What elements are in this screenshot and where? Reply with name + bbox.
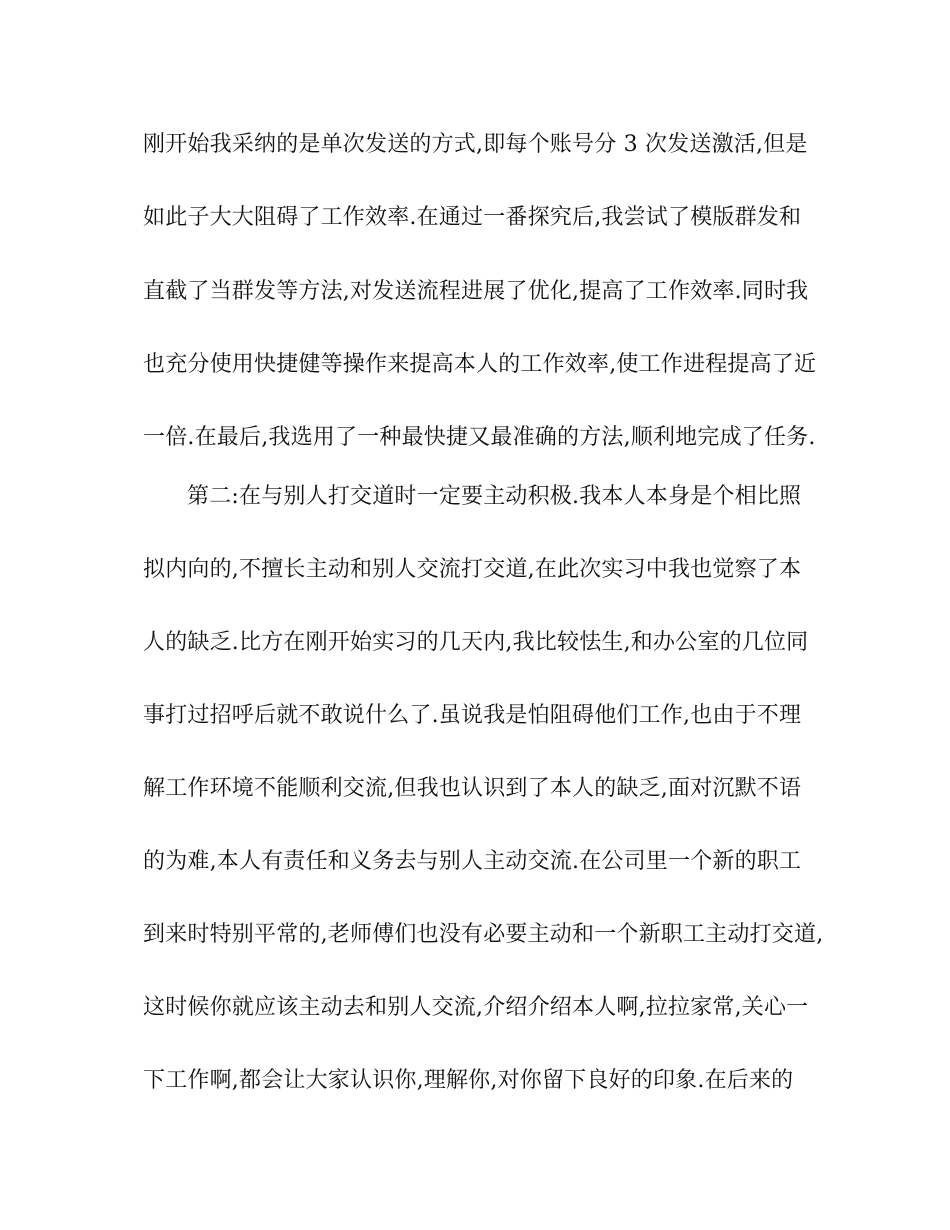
text-line-3: 直截了当群发等方法,对发送流程进展了优化,提高了工作效率.同时我 — [143, 279, 809, 304]
text-line-14: 下工作啊,都会让大家认识你,理解你,对你留下良好的印象.在后来的 — [143, 1068, 794, 1093]
text-line-4: 也充分使用快捷健等操作来提高本人的工作效率,使工作进程提高了近 — [143, 352, 817, 377]
text-line-1: 刚开始我采纳的是单次发送的方式,即每个账号分 3 次发送激活,但是 — [143, 132, 808, 157]
text-line-12: 到来时特别平常的,老师傅们也没有必要主动和一个新职工主动打交道, — [143, 922, 824, 947]
text-line-9: 事打过招呼后就不敢说什么了.虽说我是怕阻碍他们工作,也由于不理 — [143, 703, 802, 728]
text-line-11: 的为难,本人有责任和义务去与别人主动交流.在公司里一个新的职工 — [143, 849, 802, 874]
text-line-13: 这时候你就应该主动去和别人交流,介绍介绍本人啊,拉拉家常,关心一 — [143, 995, 809, 1020]
paragraph-indented-line: 第二:在与别人打交道时一定要主动积极.我本人本身是个相比照 — [187, 484, 802, 509]
text-line-10: 解工作环境不能顺利交流,但我也认识到了本人的缺乏,面对沉默不语 — [143, 776, 802, 801]
text-line-8: 人的缺乏.比方在刚开始实习的几天内,我比较怯生,和办公室的几位同 — [143, 630, 809, 655]
text-line-5: 一倍.在最后,我选用了一种最快捷又最准确的方法,顺利地完成了任务. — [143, 425, 816, 450]
text-line-7: 拟内向的,不擅长主动和别人交流打交道,在此次实习中我也觉察了本 — [143, 557, 802, 582]
text-line-2: 如此子大大阻碍了工作效率.在通过一番探究后,我尝试了模版群发和 — [143, 205, 802, 230]
